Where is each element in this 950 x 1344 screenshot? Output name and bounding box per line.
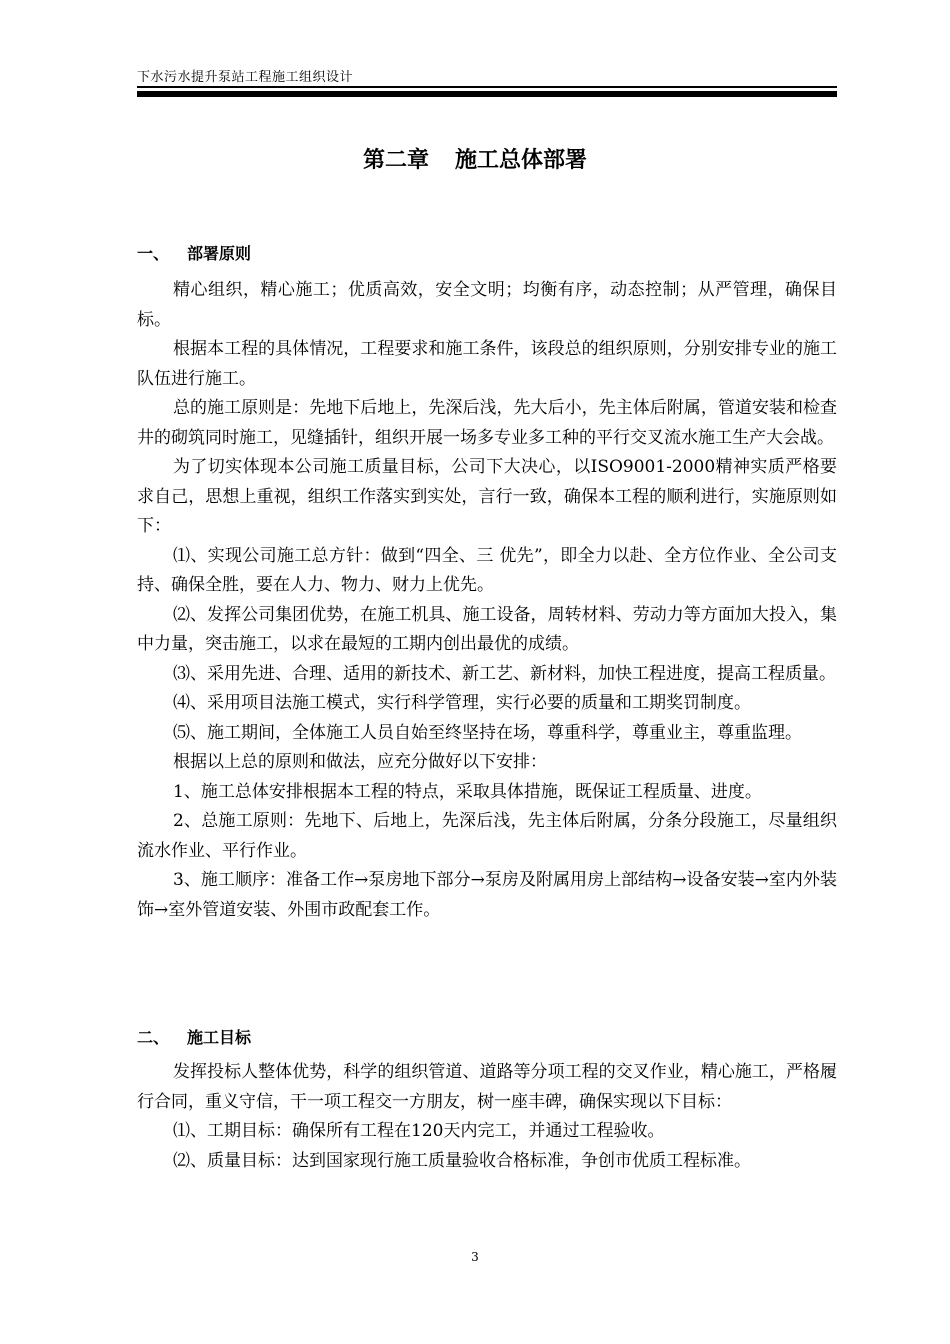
running-header-title: 下水污水提升泵站工程施工组织设计: [137, 70, 354, 85]
paragraph: 2、总施工原则：先地下、后地上，先深后浅，先主体后附属，分条分段施工，尽量组织流水作业、平行作业。: [137, 811, 837, 861]
section-number: 一、: [137, 244, 170, 263]
paragraph: 1、施工总体安排根据本工程的特点，采取具体措施，既保证工程质量、进度。: [173, 781, 762, 802]
section-title: 施工目标: [187, 1028, 252, 1047]
paragraph: ⑸、施工期间，全体施工人员自始至终坚持在场，尊重科学，尊重业主，尊重监理。: [173, 722, 802, 743]
header-rule-thin: [137, 86, 837, 88]
section-title: 部署原则: [187, 244, 252, 263]
section-1-body: [137, 276, 837, 925]
paragraph: ⑷、采用项目法施工模式，实行科学管理，实行必要的质量和工期奖罚制度。: [173, 693, 751, 713]
section-heading-2: [137, 1025, 251, 1048]
paragraph: 根据以上总的原则和做法，应充分做好以下安排：: [173, 752, 547, 772]
paragraph: ⑶、采用先进、合理、适用的新技术、新工艺、新材料，加快工程进度，提高工程质量。: [173, 663, 836, 684]
paragraph: ⑵、发挥公司集团优势，在施工机具、施工设备，周转材料、劳动力等方面加大投入，集中力量，突击施工，以求在最短的工期内创出最优的成绩。: [137, 604, 837, 654]
section-2-body: [137, 1058, 837, 1176]
paragraph: 精心组织，精心施工；优质高效，安全文明；均衡有序，动态控制；从严管理，确保目标。: [137, 280, 837, 330]
page-number: 3: [471, 1250, 479, 1264]
paragraph: 为了切实体现本公司施工质量目标，公司下大决心，以ISO9001-2000精神实质严格要求自己，思想上重视，组织工作落实到实处，言行一致，确保本工程的顺利进行，实施原则如下：: [137, 457, 837, 536]
paragraph: 总的施工原则是：先地下后地上，先深后浅，先大后小，先主体后附属，管道安装和检查井的砌筑同时施工，见缝插针，组织开展一场多专业多工种的平行交叉流水施工生产大会战。: [137, 398, 837, 448]
paragraph: 发挥投标人整体优势，科学的组织管道、道路等分项工程的交叉作业，精心施工，严格履行合同，重义守信，干一项工程交一方朋友，树一座丰碑，确保实现以下目标：: [137, 1062, 837, 1112]
chapter-heading: [0, 143, 950, 174]
paragraph: 3、施工顺序：准备工作→泵房地下部分→泵房及附属用房上部结构→设备安装→室内外装饰→室外管道安装、外围市政配套工作。: [137, 870, 837, 920]
paragraph: ⑴、工期目标：确保所有工程在120天内完工，并通过工程验收。: [173, 1121, 665, 1141]
chapter-number: 第二章: [362, 148, 429, 173]
section-heading-1: [137, 241, 251, 264]
paragraph: 根据本工程的具体情况，工程要求和施工条件，该段总的组织原则，分别安排专业的施工队伍进行施工。: [137, 339, 837, 389]
paragraph: ⑵、质量目标：达到国家现行施工质量验收合格标准，争创市优质工程标准。: [173, 1150, 751, 1171]
section-number: 二、: [137, 1028, 170, 1047]
header-rule-thick: [137, 91, 837, 97]
paragraph: ⑴、实现公司施工总方针：做到“四全、三 优先”，即全力以赴、全方位作业、全公司支持、确保全胜，要在人力、物力、财力上优先。: [137, 545, 837, 595]
chapter-title: 施工总体部署: [455, 148, 588, 173]
